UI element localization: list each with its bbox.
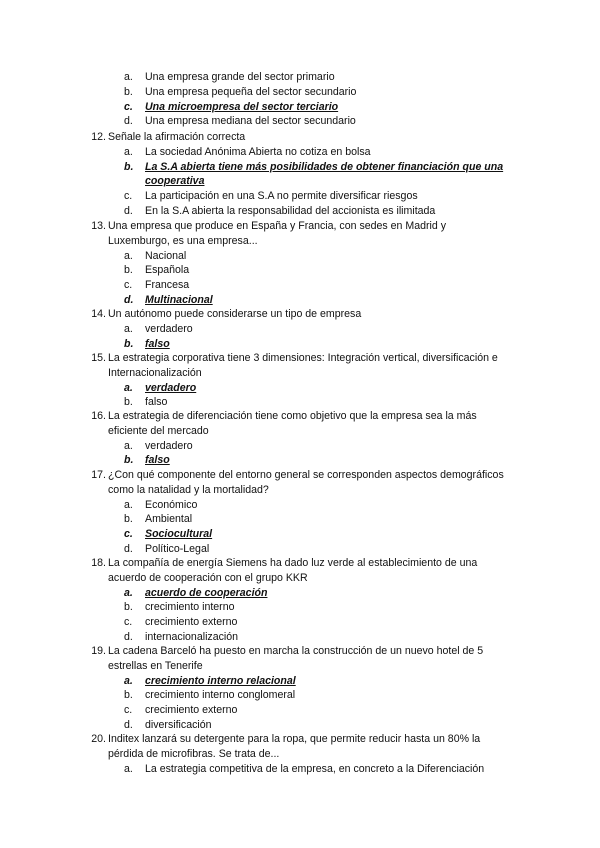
option-letter: c.	[124, 528, 133, 541]
option-item-correct	[0, 337, 600, 352]
option-letter: b.	[124, 689, 133, 702]
option-text: La participación en una S.A no permite diversificar riesgos	[145, 190, 418, 203]
option-item	[0, 204, 600, 219]
question-text: Inditex lanzará su detergente para la ropa, que permite reducir hasta un 80% la pérdida de microfibras. Se trata de...	[108, 733, 481, 760]
option-text: Francesa	[145, 279, 190, 292]
option-text: falso	[145, 337, 170, 350]
question-16	[0, 409, 600, 468]
option-letter: b.	[124, 396, 133, 409]
option-text: crecimiento externo	[145, 704, 238, 717]
option-letter: a.	[124, 145, 133, 158]
option-letter: a.	[124, 381, 133, 394]
question-text: La estrategia corporativa tiene 3 dimensiones: Integración vertical, diversificación e Internacionalización	[108, 352, 498, 379]
option-item	[0, 145, 600, 160]
question-18	[0, 556, 600, 645]
option-letter: a.	[124, 71, 133, 83]
question-12	[0, 130, 600, 219]
option-letter: d.	[124, 115, 133, 128]
question-number: 19.	[91, 645, 106, 657]
option-item	[0, 762, 600, 777]
option-letter: b.	[124, 160, 134, 173]
option-item	[0, 395, 600, 410]
option-text: La estrategia competitiva de la empresa, en concreto a la Diferenciación	[145, 762, 485, 775]
question-number: 12.	[91, 131, 106, 143]
option-item	[0, 114, 600, 129]
option-text: crecimiento interno conglomeral	[145, 689, 296, 702]
option-letter: b.	[124, 513, 133, 526]
leading-options	[0, 70, 600, 129]
option-item	[0, 439, 600, 454]
option-item	[0, 718, 600, 733]
option-item-correct	[0, 381, 600, 396]
option-item-correct	[0, 674, 600, 689]
option-text: La S.A abierta tiene más posibilidades de obtener financiación que una cooperativa	[145, 160, 504, 188]
question-20	[0, 732, 600, 776]
option-text: Española	[145, 264, 190, 277]
option-letter: a.	[124, 498, 133, 511]
question-17	[0, 468, 600, 557]
option-letter: d.	[124, 718, 133, 731]
option-letter: a.	[124, 249, 133, 262]
option-text: diversificación	[145, 718, 212, 731]
option-item	[0, 85, 600, 100]
option-letter: c.	[124, 616, 133, 629]
option-item	[0, 703, 600, 718]
option-text: falso	[145, 454, 170, 467]
option-letter: b.	[124, 337, 134, 350]
option-item	[0, 263, 600, 278]
question-number: 20.	[91, 733, 106, 745]
option-letter: a.	[124, 322, 133, 335]
option-letter: c.	[124, 704, 133, 717]
option-text: verdadero	[145, 381, 197, 394]
question-number: 13.	[91, 220, 106, 232]
option-text: Una empresa mediana del sector secundario	[145, 115, 356, 128]
option-item-correct	[0, 586, 600, 601]
option-letter: d.	[124, 293, 134, 306]
option-text: Una empresa grande del sector primario	[145, 71, 335, 83]
question-number: 18.	[91, 557, 106, 569]
option-text: internacionalización	[145, 630, 239, 643]
option-text: acuerdo de cooperación	[145, 586, 268, 599]
question-number: 16.	[91, 410, 106, 422]
question-text: La cadena Barceló ha puesto en marcha la construcción de un nuevo hotel de 5 estrellas en Tenerife	[108, 645, 484, 672]
option-item	[0, 542, 600, 557]
option-letter: a.	[124, 762, 133, 775]
option-letter: d.	[124, 204, 133, 217]
option-item	[0, 688, 600, 703]
question-number: 15.	[91, 352, 106, 364]
option-item	[0, 512, 600, 527]
question-13	[0, 219, 600, 308]
option-text: Una empresa pequeña del sector secundario	[145, 85, 357, 98]
option-text: verdadero	[145, 439, 193, 452]
option-letter: c.	[124, 190, 133, 203]
option-item	[0, 498, 600, 513]
question-text: ¿Con qué componente del entorno general se corresponden aspectos demográficos como la natalidad y la mortalidad?	[108, 469, 504, 496]
option-item	[0, 600, 600, 615]
question-14	[0, 307, 600, 351]
option-item-correct	[0, 160, 600, 190]
option-text: verdadero	[145, 322, 193, 335]
option-text: En la S.A abierta la responsabilidad del accionista es ilimitada	[145, 204, 436, 217]
option-text: Económico	[145, 498, 198, 511]
option-item	[0, 615, 600, 630]
option-text: crecimiento interno	[145, 601, 235, 614]
option-text: falso	[145, 396, 168, 409]
option-text: crecimiento interno relacional	[145, 674, 296, 687]
option-text: Multinacional	[145, 293, 213, 306]
option-letter: a.	[124, 439, 133, 452]
option-item	[0, 249, 600, 264]
option-item	[0, 322, 600, 337]
option-item-correct	[0, 100, 600, 115]
option-item	[0, 189, 600, 204]
question-number: 14.	[91, 308, 106, 320]
option-letter: d.	[124, 542, 133, 555]
option-text: crecimiento externo	[145, 616, 238, 629]
option-letter: b.	[124, 601, 133, 614]
option-letter: a.	[124, 586, 133, 599]
option-item-correct	[0, 293, 600, 308]
question-text: Señale la afirmación correcta	[108, 131, 246, 143]
option-letter: d.	[124, 630, 133, 643]
question-19	[0, 644, 600, 733]
option-letter: a.	[124, 674, 133, 687]
option-letter: b.	[124, 264, 133, 277]
question-text: Un autónomo puede considerarse un tipo de empresa	[108, 308, 362, 320]
question-15	[0, 351, 600, 410]
option-text: Nacional	[145, 249, 187, 262]
option-text: Político-Legal	[145, 542, 210, 555]
option-letter: b.	[124, 454, 134, 467]
option-item-correct	[0, 453, 600, 468]
option-text: Ambiental	[145, 513, 193, 526]
option-item	[0, 278, 600, 293]
option-letter: c.	[124, 100, 133, 113]
option-text: La sociedad Anónima Abierta no cotiza en bolsa	[145, 145, 371, 158]
option-letter: b.	[124, 85, 133, 98]
option-text: Una microempresa del sector terciario	[145, 100, 339, 113]
option-item	[0, 70, 600, 85]
option-item	[0, 630, 600, 645]
option-letter: c.	[124, 279, 133, 292]
question-text: La estrategia de diferenciación tiene como objetivo que la empresa sea la más eficiente del mercado	[108, 410, 477, 437]
question-text: La compañía de energía Siemens ha dado luz verde al establecimiento de una acuerdo de cooperación con el grupo KKR	[108, 557, 478, 584]
option-text: Sociocultural	[145, 528, 213, 541]
question-text: Una empresa que produce en España y Francia, con sedes en Madrid y Luxemburgo, es una empresa...	[108, 220, 447, 247]
option-item-correct	[0, 527, 600, 542]
question-number: 17.	[91, 469, 106, 481]
